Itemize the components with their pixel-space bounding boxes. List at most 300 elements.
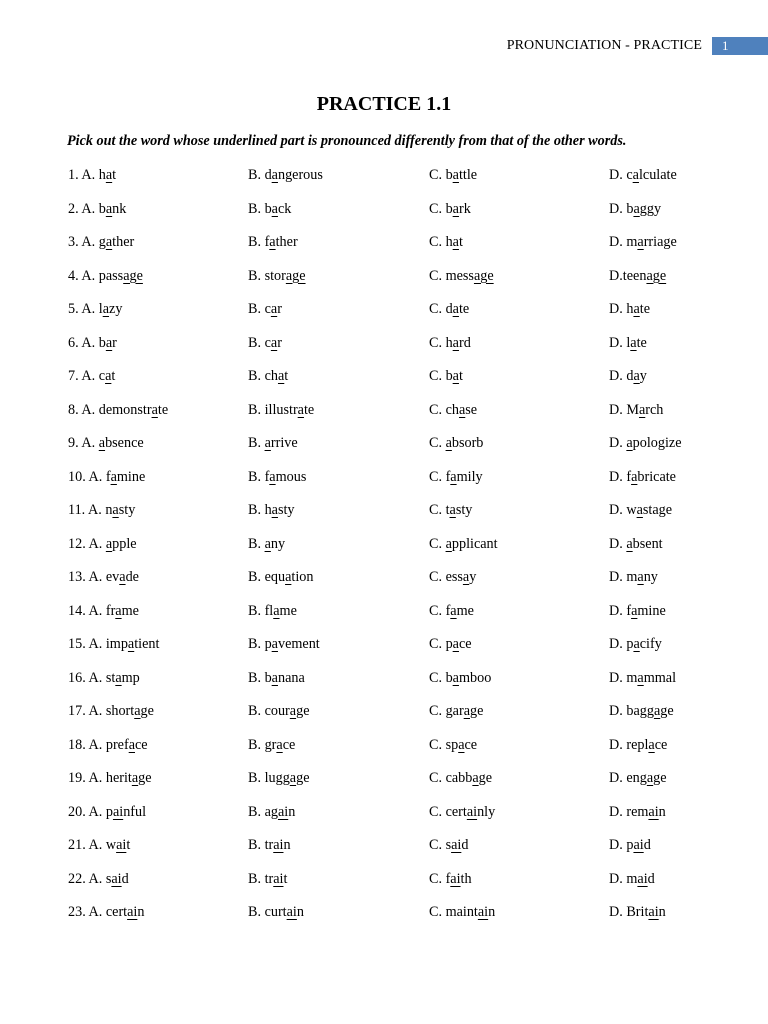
option-label: C. [429,502,446,518]
word-suffix: ge [296,703,310,719]
underlined-part: a [637,669,644,686]
word-prefix: p [626,636,634,652]
option-label: A. [81,301,99,317]
underlined-part: age [646,267,667,284]
question-number: 5. [68,301,79,317]
option-b [248,500,295,520]
word-suffix: ce [458,636,472,652]
word-prefix: g [98,234,106,250]
word-prefix: h [98,167,106,183]
underlined-part: age [123,267,143,284]
option-label: B. [248,435,265,451]
option-a [68,701,154,721]
word-prefix: w [626,502,637,518]
underlined-part: ai [648,904,659,920]
option-d [609,299,650,319]
word-suffix: nana [277,669,305,686]
word-suffix: nk [112,200,127,217]
word-suffix: r [277,301,282,317]
word-suffix: de [125,569,139,585]
option-d [609,768,667,788]
question-number: 14. [68,602,86,619]
underlined-part: a [264,435,271,451]
underlined-part: a [105,167,113,183]
word-suffix: rrive [270,435,298,451]
option-d [609,835,651,855]
word-prefix: f [264,468,270,485]
underlined-part: a [452,234,459,250]
underlined-part: a [285,569,292,585]
question-number: 17. [68,703,86,719]
option-label: C. [429,401,446,418]
option-label: A. [88,602,106,619]
question-row [0,567,768,601]
option-label: C. [429,837,446,853]
word-suffix: r [112,334,117,351]
option-label: C. [429,267,446,284]
word-suffix: sty [118,502,136,518]
underlined-part: a [297,401,304,418]
option-label: A. [81,200,99,217]
word-suffix: me [456,602,474,619]
option-d [609,802,666,822]
underlined-part: a [271,636,278,652]
underlined-part: a [110,468,117,485]
word-prefix: cert [445,803,467,820]
option-a [68,768,152,788]
option-label: B. [248,267,265,284]
option-b [248,835,291,855]
word-suffix: ttle [458,167,478,183]
word-suffix: ngerous [277,167,323,183]
word-prefix: c [264,301,271,317]
word-suffix: d [643,837,651,853]
option-a [68,902,144,922]
option-b [248,668,305,688]
question-row [0,366,768,400]
option-label: C. [429,234,446,250]
underlined-part: ai [127,904,138,920]
underlined-part: a [289,770,297,786]
option-b [248,567,313,587]
option-c [429,333,471,353]
word-prefix: rem [626,803,649,820]
word-prefix: eng [626,770,647,786]
option-b [248,869,287,889]
instruction-text: Pick out the word whose underlined part is pronounced differently from that of the other words. [67,133,627,149]
option-b [248,735,295,755]
option-d [609,668,676,688]
underlined-part: a [445,435,452,451]
word-suffix: ge [296,770,310,786]
word-prefix: fl [264,602,274,619]
option-label: D. [609,803,627,820]
option-c [429,534,498,554]
word-suffix: d [461,837,469,853]
word-suffix: vement [277,636,320,652]
word-prefix: demonstr [98,401,152,418]
option-label: A. [88,870,106,887]
underlined-part: a [273,602,280,619]
word-suffix: ce [282,736,296,753]
underlined-part: a [105,368,112,384]
word-prefix: f [445,468,451,485]
question-number: 13. [68,569,86,585]
option-label: A. [88,837,106,853]
underlined-part: ai [273,870,284,887]
option-c [429,400,477,420]
option-d [609,400,663,420]
running-header-title: PRONUNCIATION - PRACTICE [506,38,702,53]
underlined-part: a [277,368,285,384]
option-label: A. [88,636,106,652]
word-prefix: l [98,301,103,317]
page-number-badge: 1 [712,37,768,55]
word-prefix: t [445,502,450,518]
word-suffix: lculate [638,167,677,183]
option-b [248,232,298,252]
word-suffix: t [112,167,117,183]
option-label: B. [248,569,265,585]
word-suffix: t [126,837,131,853]
question-list [0,165,768,936]
option-a [68,400,168,420]
word-prefix: d [445,301,453,317]
option-label: A. [88,535,106,552]
underlined-part: a [105,200,113,217]
option-label: A. [88,468,106,485]
option-c [429,835,468,855]
word-suffix: d [121,870,129,887]
word-suffix: t [284,368,289,384]
word-prefix: f [445,602,451,619]
word-suffix: mmal [643,669,677,686]
running-header [0,37,768,57]
word-suffix: d [647,870,655,887]
option-label: B. [248,904,265,920]
word-prefix: short [105,703,135,719]
underlined-part: a [653,703,661,719]
underlined-part: a [462,569,470,585]
option-label: A. [88,669,106,686]
option-a [68,467,145,487]
word-suffix: pple [112,535,137,552]
word-prefix: c [264,334,271,351]
option-a [68,735,148,755]
word-prefix: cert [105,904,128,920]
option-label: C. [429,602,446,619]
word-suffix: n [658,803,666,820]
option-b [248,199,291,219]
question-row [0,400,768,434]
word-suffix: se [465,401,478,418]
question-number: 20. [68,803,86,820]
word-suffix: mine [116,468,146,485]
word-suffix: t [283,870,288,887]
word-suffix: te [303,401,315,418]
word-suffix: mily [456,468,483,485]
underlined-part: a [648,736,655,753]
word-suffix: ge [138,770,152,786]
underlined-part: a [115,602,122,619]
word-suffix: tient [134,636,160,652]
question-number: 11. [68,502,86,518]
word-prefix: ag [264,803,278,820]
word-suffix: rriage [643,234,677,250]
option-label: C. [429,301,446,317]
question-number: 18. [68,736,86,753]
option-b [248,165,323,185]
word-prefix: illustr [264,401,298,418]
underlined-part: ai [466,803,478,820]
option-label: D. [609,736,627,753]
underlined-part: age [285,267,306,284]
word-prefix: imp [105,636,128,652]
word-suffix: n [296,904,304,920]
word-suffix: te [157,401,169,418]
underlined-part: a [463,703,470,719]
word-suffix: rk [458,200,471,217]
word-prefix: n [105,502,113,518]
word-prefix: b [98,334,106,351]
option-b [248,333,282,353]
question-number: 21. [68,837,86,853]
question-number: 9. [68,435,79,451]
word-prefix: gr [264,736,277,753]
underlined-part: a [638,401,646,418]
option-d [609,567,658,587]
word-prefix: b [626,200,634,217]
word-suffix: me [279,602,297,619]
question-row [0,701,768,735]
option-label: D. [609,870,627,887]
option-label: D. [609,334,627,351]
option-d [609,433,682,453]
underlined-part: a [450,602,457,619]
word-prefix: w [105,837,117,853]
question-number: 16. [68,669,86,686]
word-suffix: cify [639,636,662,652]
option-label: C. [429,468,446,485]
word-prefix: f [445,870,451,887]
underlined-part: a [633,200,640,217]
word-suffix: nful [123,803,147,820]
word-suffix: te [636,334,647,351]
word-suffix: y [469,569,477,585]
word-prefix: p [445,636,453,652]
word-prefix: h [445,234,453,250]
underlined-part: a [626,435,633,451]
option-a [68,366,115,386]
option-label: D. [609,368,627,384]
option-d [609,266,666,286]
word-prefix: ch [264,368,278,384]
question-row [0,467,768,501]
option-c [429,567,476,587]
word-prefix: b [445,669,453,686]
option-d [609,601,666,621]
option-label: D. [609,669,627,686]
option-label: B. [248,401,265,418]
option-label: A. [81,401,99,418]
question-number: 12. [68,535,86,552]
option-label: B. [248,200,265,217]
option-c [429,165,477,185]
question-number: 1. [68,167,79,183]
option-label: A. [88,770,106,786]
word-prefix: b [264,200,272,217]
underlined-part: a [134,703,141,719]
word-suffix: zy [109,301,123,317]
word-suffix: ce [654,736,668,753]
option-a [68,634,159,654]
question-number: 8. [68,401,79,418]
word-prefix: gar [445,703,464,719]
question-number: 6. [68,334,79,351]
question-number: 7. [68,368,79,384]
word-prefix: m [626,870,638,887]
question-number: 3. [68,234,79,250]
underlined-part: a [458,401,466,418]
option-b [248,802,295,822]
word-suffix: t [111,368,116,384]
word-suffix: ggy [639,200,662,217]
word-suffix: ther [275,234,298,250]
option-label: D. [609,837,627,853]
option-a [68,668,140,688]
underlined-part: a [452,334,459,351]
word-prefix: m [626,234,638,250]
question-row [0,333,768,367]
underlined-part: a [270,301,278,317]
word-suffix: rch [645,401,664,418]
option-d [609,701,674,721]
option-label: C. [429,334,446,351]
word-suffix: bsorb [451,435,484,451]
option-b [248,266,306,286]
underlined-part: a [450,468,457,485]
word-prefix: b [98,200,106,217]
word-prefix: bagg [626,703,654,719]
option-c [429,467,483,487]
question-number: 19. [68,770,86,786]
word-prefix: ess [445,569,463,585]
underlined-part: ai [277,803,289,820]
option-label: D. [609,569,627,585]
underlined-part: a [452,301,459,317]
option-label: C. [429,669,446,686]
word-prefix: b [445,200,453,217]
option-d [609,902,666,922]
word-prefix: d [626,368,634,384]
option-c [429,735,477,755]
word-suffix: ther [112,234,135,250]
question-row [0,869,768,903]
underlined-part: a [105,334,113,351]
underlined-part: a [271,167,278,183]
option-label: A. [88,736,106,753]
option-d [609,467,676,487]
option-d [609,366,647,386]
word-suffix: bsence [105,435,144,451]
word-suffix: te [458,301,470,317]
word-suffix: ge [653,770,667,786]
word-suffix: sty [455,502,473,518]
word-suffix: n [137,904,145,920]
option-label: D. [609,535,627,552]
underlined-part: a [112,502,119,518]
option-a [68,835,130,855]
question-number: 10. [68,468,86,485]
option-d [609,500,672,520]
word-prefix: c [98,368,106,384]
option-a [68,601,139,621]
question-row [0,299,768,333]
question-row [0,668,768,702]
option-label: D. [609,904,627,920]
option-label: B. [248,803,265,820]
word-prefix: mess [445,267,474,284]
question-number: 15. [68,636,86,652]
option-label: C. [429,636,446,652]
option-d [609,735,667,755]
option-label: C. [429,435,446,451]
word-suffix: mp [121,669,140,686]
word-suffix: sty [277,502,295,518]
word-prefix: Brit [626,904,649,920]
word-suffix: me [121,602,139,619]
question-row [0,835,768,869]
word-prefix: pref [105,736,129,753]
option-label: C. [429,803,446,820]
word-prefix: tr [264,870,274,887]
word-suffix: ce [464,736,478,753]
question-row [0,902,768,936]
underlined-part: a [646,770,654,786]
word-suffix: nly [477,803,496,820]
option-a [68,500,135,520]
question-row [0,500,768,534]
option-label: D. [609,502,627,518]
underlined-part: ai [648,803,659,820]
option-b [248,433,298,453]
option-label: A. [81,267,99,284]
option-d [609,869,655,889]
word-suffix: rd [458,334,471,351]
question-row [0,634,768,668]
option-label: C. [429,770,446,786]
option-label: A. [81,167,99,183]
underlined-part: a [458,736,465,753]
word-suffix: tion [291,569,314,585]
word-suffix: ge [470,703,484,719]
word-suffix: ge [660,703,674,719]
option-label: D. [609,770,627,786]
option-label: C. [429,904,446,920]
underlined-part: a [631,602,638,619]
word-prefix: ev [105,569,120,585]
word-prefix: d [264,167,272,183]
question-row [0,802,768,836]
word-prefix: s [445,837,452,853]
word-prefix: c [626,167,633,183]
option-label: D. [609,301,627,317]
option-a [68,567,139,587]
option-b [248,701,310,721]
underlined-part: a [630,334,637,351]
option-c [429,366,463,386]
underlined-part: a [98,435,106,451]
